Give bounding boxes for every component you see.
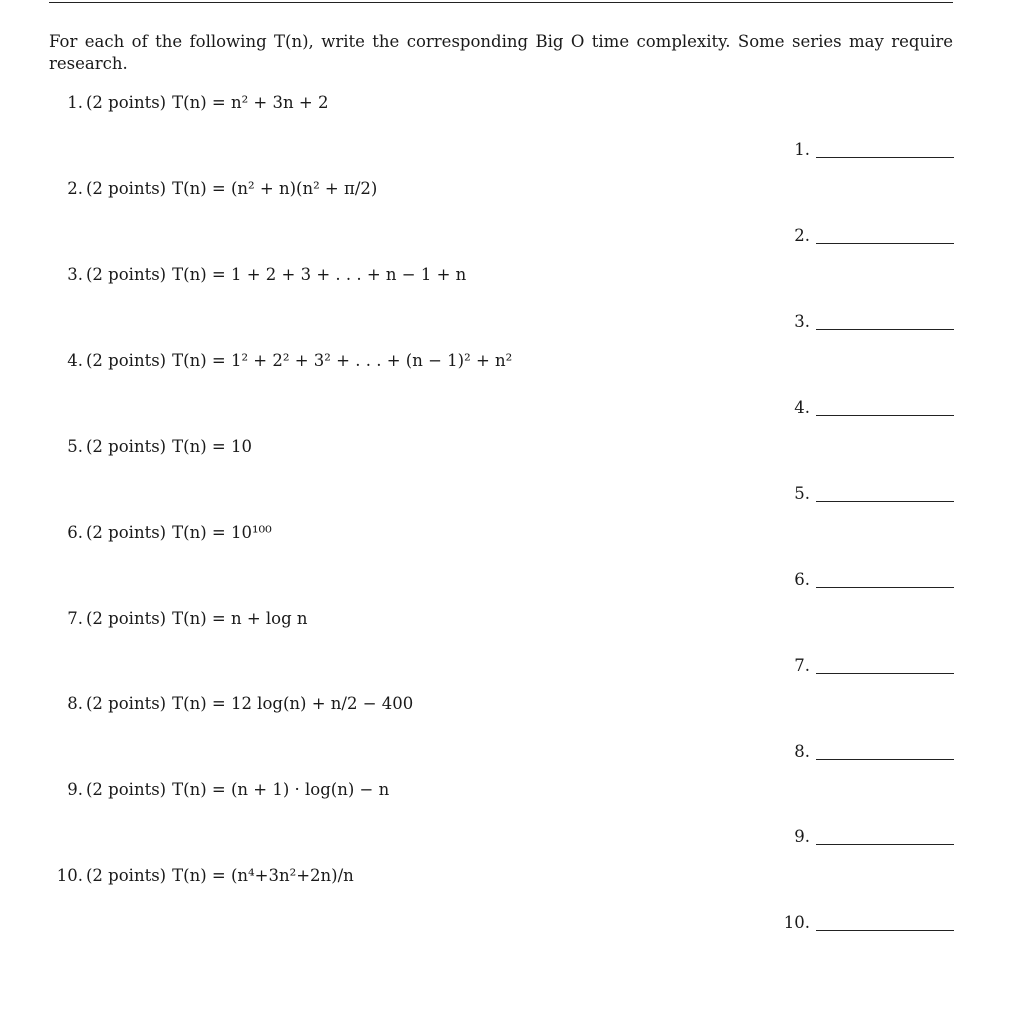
points-label: (2 points) — [86, 523, 167, 542]
answer-blank-line[interactable] — [816, 243, 954, 244]
answer-number: 8. — [794, 742, 810, 761]
problem-expression: T(n) = (n² + n)(n² + π/2) — [172, 179, 378, 198]
problem-number: 10. — [56, 866, 83, 885]
points-label: (2 points) — [86, 93, 167, 112]
answer-blank-line[interactable] — [816, 501, 954, 502]
points-label: (2 points) — [86, 866, 167, 885]
problem-2 — [46, 176, 377, 202]
problem-number: 8. — [67, 694, 83, 713]
problem-expression: T(n) = 12 log(n) + n/2 − 400 — [172, 694, 414, 713]
points-label: (2 points) — [86, 351, 167, 370]
problem-8 — [46, 691, 413, 717]
answer-number: 2. — [794, 226, 810, 245]
points-label: (2 points) — [86, 694, 167, 713]
points-label: (2 points) — [86, 179, 167, 198]
answer-number: 9. — [794, 827, 810, 846]
points-label: (2 points) — [86, 437, 167, 456]
problem-4 — [46, 348, 512, 374]
problem-number: 1. — [67, 93, 83, 112]
problem-number: 7. — [67, 609, 83, 628]
problem-10 — [46, 863, 354, 889]
instructions-line-1: For each of the following T(n), write the corresponding Big O time complexity. Some series may require — [49, 32, 953, 51]
problem-1 — [46, 90, 328, 116]
answer-5[interactable] — [760, 484, 955, 506]
answer-blank-line[interactable] — [816, 415, 954, 416]
answer-blank-line[interactable] — [816, 673, 954, 674]
points-label: (2 points) — [86, 609, 167, 628]
problem-expression: T(n) = (n + 1) · log(n) − n — [172, 780, 390, 799]
answer-7[interactable] — [760, 656, 955, 678]
problem-9 — [46, 777, 389, 803]
answer-number: 10. — [783, 913, 810, 932]
answer-10[interactable] — [760, 913, 955, 935]
problem-expression: T(n) = 10¹⁰⁰ — [172, 523, 272, 542]
problem-6 — [46, 520, 272, 546]
problem-expression: T(n) = n² + 3n + 2 — [172, 93, 329, 112]
problem-7 — [46, 606, 308, 632]
answer-blank-line[interactable] — [816, 157, 954, 158]
answer-3[interactable] — [760, 312, 955, 334]
answer-8[interactable] — [760, 742, 955, 764]
problem-expression: T(n) = 1² + 2² + 3² + . . . + (n − 1)² + n² — [172, 351, 513, 370]
problem-5 — [46, 434, 252, 460]
answer-6[interactable] — [760, 570, 955, 592]
problem-expression: T(n) = 1 + 2 + 3 + . . . + n − 1 + n — [172, 265, 467, 284]
top-rule — [49, 2, 953, 3]
problem-expression: T(n) = (n⁴+3n²+2n)/n — [172, 866, 354, 885]
instructions — [49, 31, 953, 75]
answer-9[interactable] — [760, 827, 955, 849]
answer-blank-line[interactable] — [816, 844, 954, 845]
problem-number: 2. — [67, 179, 83, 198]
problem-number: 3. — [67, 265, 83, 284]
answer-number: 6. — [794, 570, 810, 589]
points-label: (2 points) — [86, 265, 167, 284]
problem-3 — [46, 262, 466, 288]
problem-number: 4. — [67, 351, 83, 370]
answer-1[interactable] — [760, 140, 955, 162]
problem-expression: T(n) = 10 — [172, 437, 252, 456]
answer-number: 7. — [794, 656, 810, 675]
instructions-line-2: research. — [49, 54, 128, 73]
answer-blank-line[interactable] — [816, 587, 954, 588]
answer-number: 1. — [794, 140, 810, 159]
answer-blank-line[interactable] — [816, 329, 954, 330]
answer-number: 3. — [794, 312, 810, 331]
points-label: (2 points) — [86, 780, 167, 799]
problem-expression: T(n) = n + log n — [172, 609, 308, 628]
answer-number: 4. — [794, 398, 810, 417]
problem-number: 6. — [67, 523, 83, 542]
problem-number: 9. — [67, 780, 83, 799]
answer-4[interactable] — [760, 398, 955, 420]
answer-blank-line[interactable] — [816, 930, 954, 931]
answer-blank-line[interactable] — [816, 759, 954, 760]
answer-number: 5. — [794, 484, 810, 503]
problem-number: 5. — [67, 437, 83, 456]
answer-2[interactable] — [760, 226, 955, 248]
